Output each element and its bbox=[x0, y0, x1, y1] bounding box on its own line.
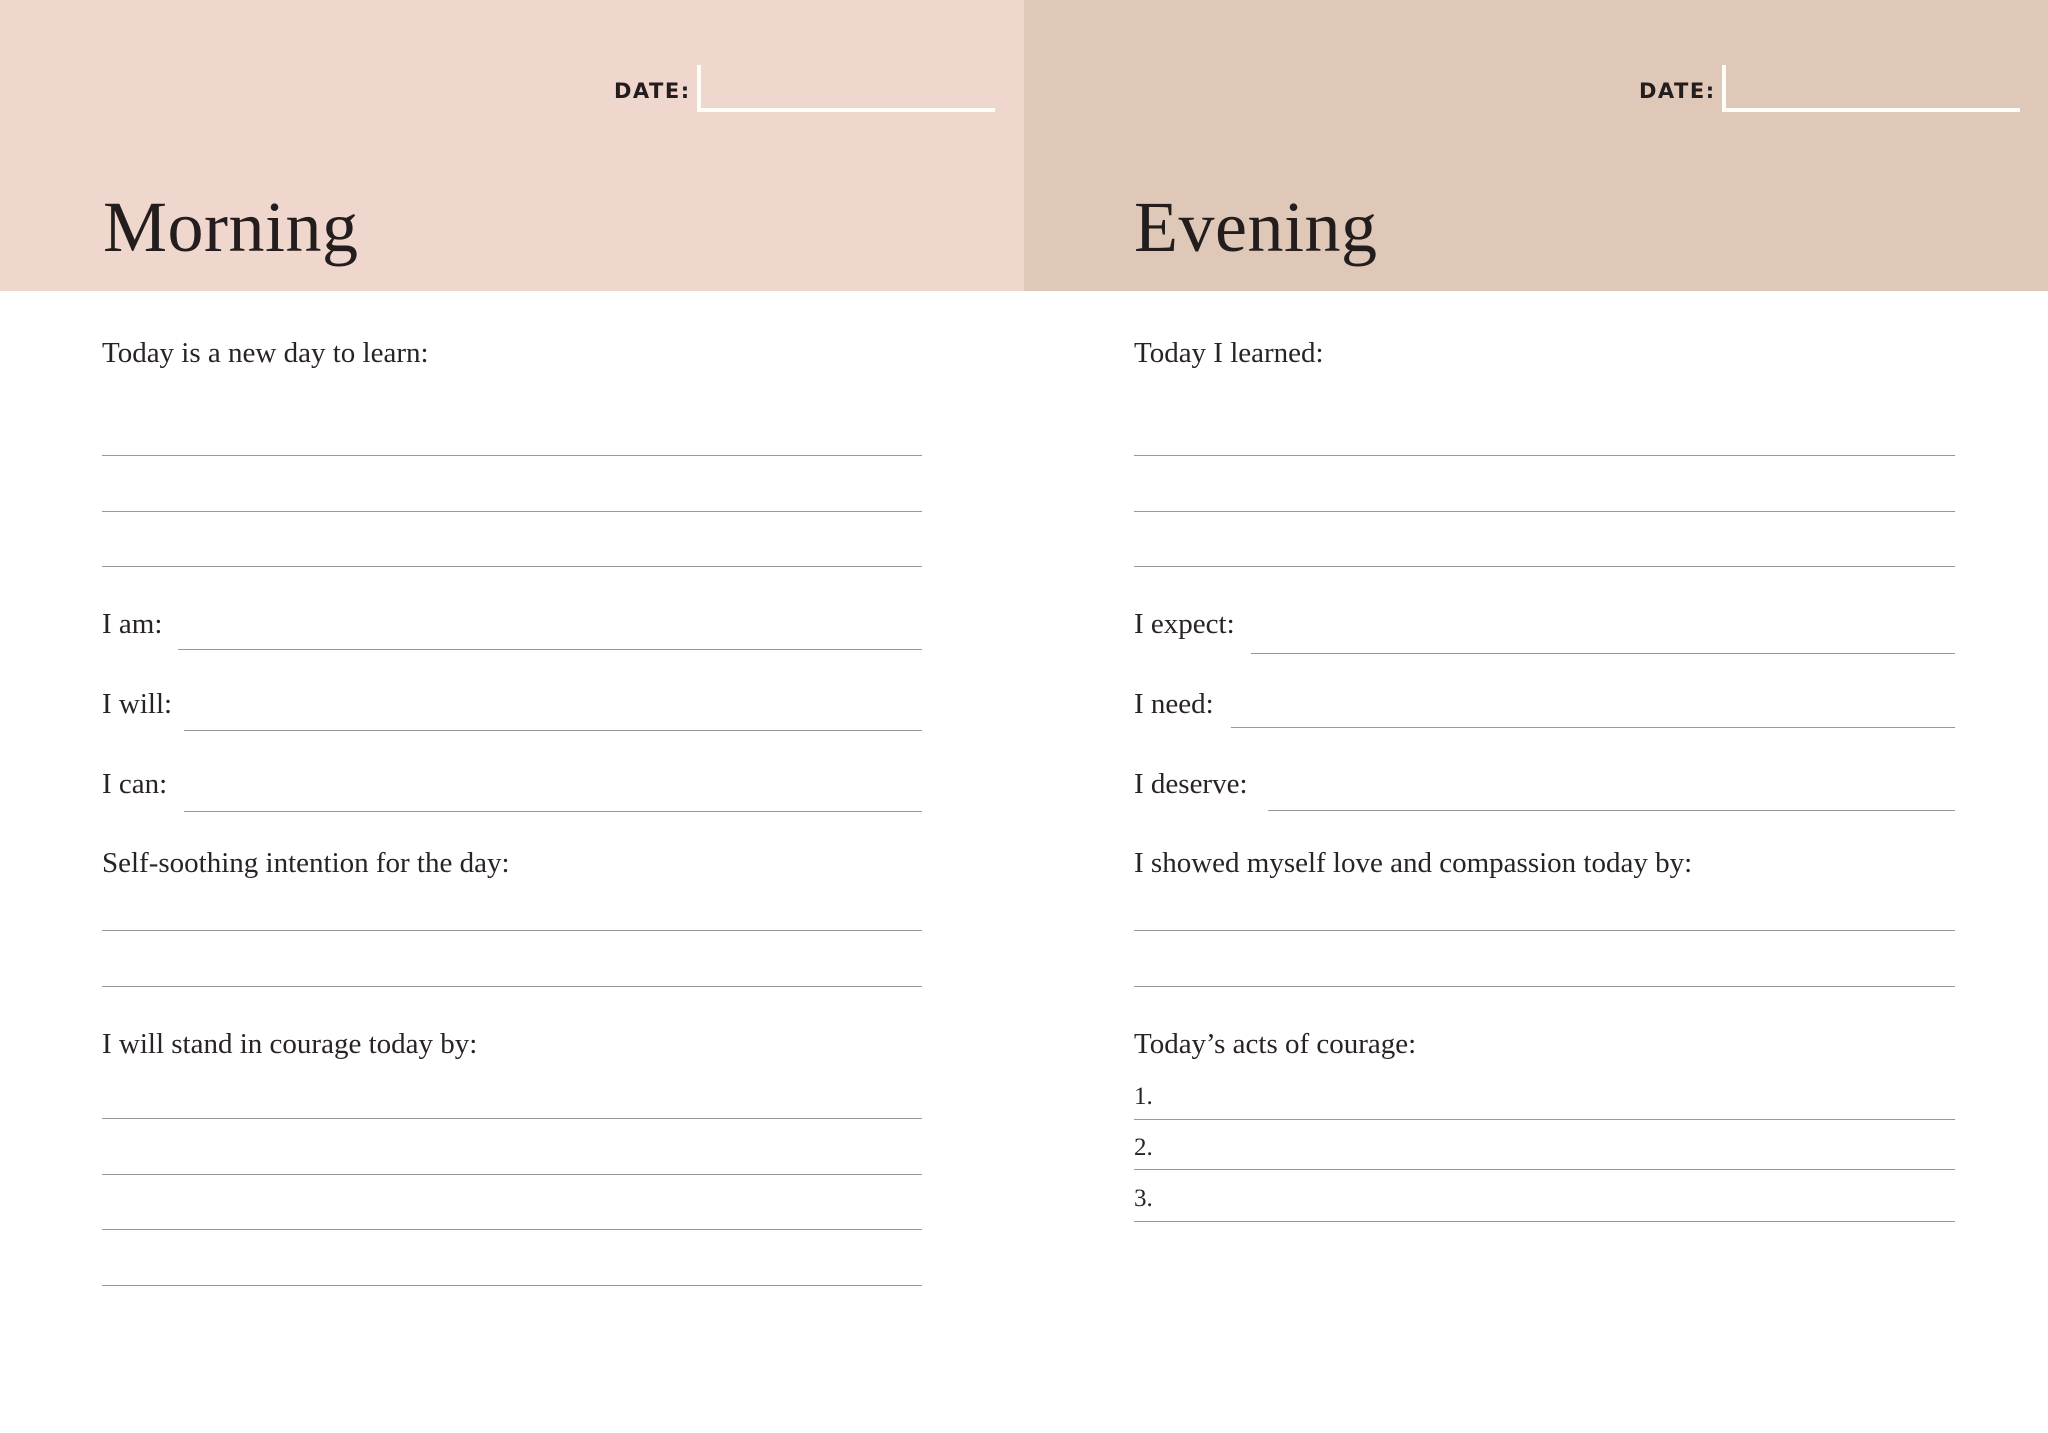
act-number-3: 3. bbox=[1134, 1185, 1153, 1212]
i-will-line[interactable] bbox=[184, 730, 922, 731]
learn-prompt: Today is a new day to learn: bbox=[102, 337, 429, 369]
courage-line-2[interactable] bbox=[102, 1174, 922, 1175]
courage-line-1[interactable] bbox=[102, 1118, 922, 1119]
learn-line-1[interactable] bbox=[102, 455, 922, 456]
courage-line-3[interactable] bbox=[102, 1229, 922, 1230]
morning-date-label: DATE: bbox=[614, 79, 691, 103]
evening-title: Evening bbox=[1134, 187, 1378, 267]
love-line-2[interactable] bbox=[1134, 986, 1955, 987]
morning-title: Morning bbox=[103, 187, 359, 267]
i-am-label: I am: bbox=[102, 608, 163, 640]
self-soothing-prompt: Self-soothing intention for the day: bbox=[102, 847, 510, 879]
learn-line-2[interactable] bbox=[102, 511, 922, 512]
learn-line-3[interactable] bbox=[102, 566, 922, 567]
act-number-2: 2. bbox=[1134, 1134, 1153, 1161]
i-expect-label: I expect: bbox=[1134, 608, 1235, 640]
i-deserve-label: I deserve: bbox=[1134, 768, 1248, 800]
i-expect-line[interactable] bbox=[1251, 653, 1955, 654]
morning-date-field[interactable] bbox=[697, 65, 995, 112]
act-number-1: 1. bbox=[1134, 1083, 1153, 1110]
i-will-label: I will: bbox=[102, 688, 173, 720]
love-prompt: I showed myself love and compassion today by: bbox=[1134, 847, 1693, 879]
self-soothing-line-1[interactable] bbox=[102, 930, 922, 931]
learned-line-1[interactable] bbox=[1134, 455, 1955, 456]
evening-page bbox=[1024, 0, 2048, 1433]
i-am-line[interactable] bbox=[178, 649, 922, 650]
act-line-2[interactable] bbox=[1134, 1169, 1955, 1170]
evening-date-field[interactable] bbox=[1722, 65, 2020, 112]
act-line-1[interactable] bbox=[1134, 1119, 1955, 1120]
evening-header bbox=[1024, 0, 2048, 291]
i-deserve-line[interactable] bbox=[1268, 810, 1955, 811]
self-soothing-line-2[interactable] bbox=[102, 986, 922, 987]
acts-prompt: Today’s acts of courage: bbox=[1134, 1028, 1417, 1060]
act-line-3[interactable] bbox=[1134, 1221, 1955, 1222]
morning-header bbox=[0, 0, 1024, 291]
i-need-label: I need: bbox=[1134, 688, 1214, 720]
learned-line-3[interactable] bbox=[1134, 566, 1955, 567]
learned-prompt: Today I learned: bbox=[1134, 337, 1324, 369]
i-can-label: I can: bbox=[102, 768, 168, 800]
i-can-line[interactable] bbox=[184, 811, 922, 812]
courage-prompt: I will stand in courage today by: bbox=[102, 1028, 478, 1060]
evening-date-label: DATE: bbox=[1639, 79, 1716, 103]
learned-line-2[interactable] bbox=[1134, 511, 1955, 512]
i-need-line[interactable] bbox=[1231, 727, 1955, 728]
courage-line-4[interactable] bbox=[102, 1285, 922, 1286]
love-line-1[interactable] bbox=[1134, 930, 1955, 931]
